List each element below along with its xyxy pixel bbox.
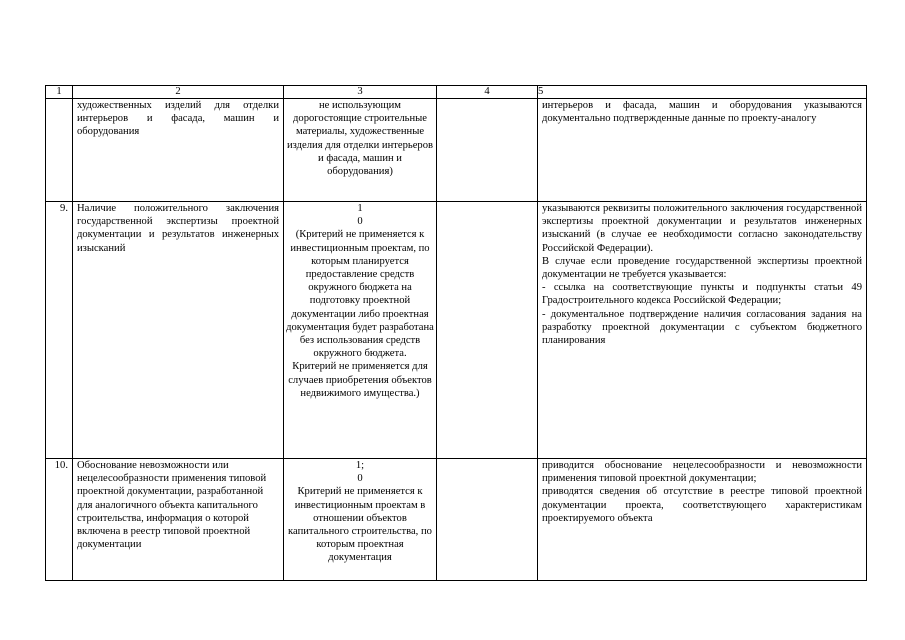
header-col-2: 2 xyxy=(73,86,284,99)
paragraph: Критерий не применяется для случаев приобретения объектов недвижимого имущества.) xyxy=(288,361,432,399)
paragraph: В случае если проведение государственной экспертизы проектной документации не требуется указывается: xyxy=(542,255,862,281)
paragraph: - документальное подтверждение наличия согласования задания на разработку проектной документации с субъектом бюджетного планирования xyxy=(542,308,862,347)
paragraph: Критерий не применяется к инвестиционным проектам в отношении объектов капитального строительства, по которым проектная документация xyxy=(288,486,432,564)
row-number xyxy=(46,99,73,202)
empty-cell xyxy=(437,99,538,202)
table-row xyxy=(46,99,867,202)
table-header-row xyxy=(46,86,867,99)
header-col-4: 4 xyxy=(437,86,538,99)
paragraph: 0 xyxy=(357,216,363,228)
table-row xyxy=(46,202,867,459)
empty-cell xyxy=(437,459,538,581)
header-col-1: 1 xyxy=(46,86,73,99)
criterion-score xyxy=(284,99,437,202)
paragraph: интерьеров и фасада, машин и оборудования указываются документально подтвержденные данные по проекту-аналогу xyxy=(542,100,862,125)
criterion-note xyxy=(538,202,867,459)
paragraph: Обоснование невозможности или нецелесообразности применения типовой проектной документации, разработанной для аналогичного объекта капитального строительства, информация о которой включена в реестр типовой проектной документации xyxy=(77,460,267,551)
criterion-score xyxy=(284,202,437,459)
row-number: 9. xyxy=(46,202,73,459)
header-col-5: 5 xyxy=(538,86,867,99)
criterion-note xyxy=(538,99,867,202)
paragraph: указываются реквизиты положительного заключения государственной экспертизы проектной документации и результатов инженерных изысканий (в случае ее необходимости согласно законодательству Российской Федерации). xyxy=(542,203,862,254)
paragraph: не использующим дорогостоящие строительные материалы, художественные изделия для отделки интерьеров и фасада, машин и оборудования) xyxy=(286,100,433,178)
criteria-table xyxy=(45,85,867,581)
row-number: 10. xyxy=(46,459,73,581)
criterion-text xyxy=(73,99,284,202)
criterion-score xyxy=(284,459,437,581)
paragraph: 1 xyxy=(357,203,363,214)
paragraph: 0 xyxy=(357,473,363,485)
criterion-text xyxy=(73,202,284,459)
header-col-3: 3 xyxy=(284,86,437,99)
paragraph: приводится обоснование нецелесообразности и невозможности применения типовой проектной документации; xyxy=(542,460,862,485)
criterion-note xyxy=(538,459,867,581)
document-page xyxy=(45,85,867,581)
paragraph: 1; xyxy=(355,460,365,471)
table-row xyxy=(46,459,867,581)
paragraph: приводятся сведения об отсутствие в реестре типовой проектной документации проекта, соответствующего характеристикам проектируемого объекта xyxy=(542,486,862,524)
paragraph: - ссылка на соответствующие пункты и подпункты статьи 49 Градостроительного кодекса Российской Федерации; xyxy=(542,282,862,307)
paragraph: Наличие положительного заключения государственной экспертизы проектной документации и результатов инженерных изысканий xyxy=(77,203,279,254)
empty-cell xyxy=(437,202,538,459)
paragraph: (Критерий не применяется к инвестиционным проектам, по которым планируется предоставление средств окружного бюджета на подготовку проектной документации либо проектная документация будет разработана без использования средств окружного бюджета. xyxy=(286,229,434,360)
paragraph: художественных изделий для отделки интерьеров и фасада, машин и оборудования xyxy=(77,100,279,138)
criterion-text xyxy=(73,459,284,581)
